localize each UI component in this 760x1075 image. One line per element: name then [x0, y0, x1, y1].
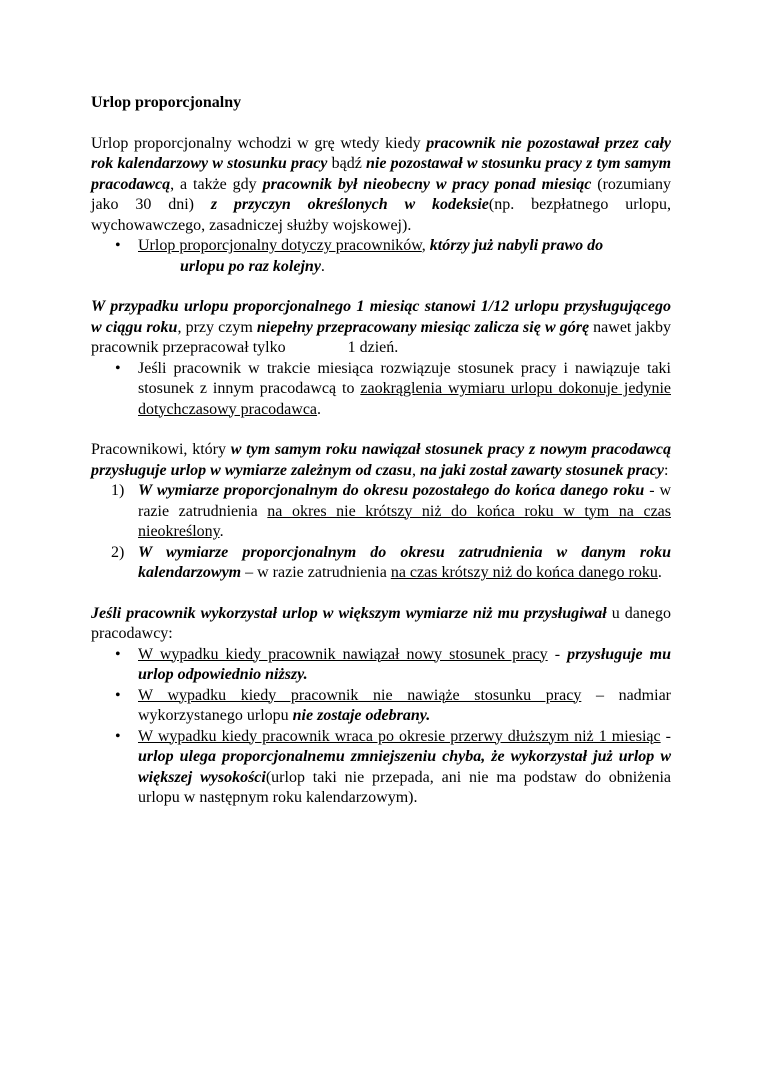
emphasis: niepełny przepracowany miesiąc zalicza się w górę	[256, 318, 590, 336]
text: 1 dzień.	[347, 339, 399, 356]
list-item	[91, 359, 671, 421]
list-item	[91, 686, 671, 727]
bullet-list-1	[91, 236, 671, 277]
list-number: 1)	[111, 482, 125, 499]
emphasis: nie pozostawał w stosunku pracy z tym samym pracodawcą	[91, 155, 672, 193]
emphasis: W wymiarze proporcjonalnym do okresu pozostałego do końca danego roku	[138, 482, 645, 499]
text: Pracownikowi, który	[91, 441, 231, 458]
text: – nadmiar wykorzystanego urlopu	[138, 686, 672, 724]
text: nawet jakby pracownik przepracował tylko	[91, 318, 672, 356]
underlined-text: na okres nie krótszy niż do końca roku w tym na czas nieokreślony	[138, 502, 672, 540]
bullet-icon: •	[115, 359, 121, 377]
text: , a także gdy	[170, 175, 263, 193]
text: (urlop taki nie przepada, ani nie ma podstaw do obniżenia urlopu w następnym roku kalendarzowym).	[138, 768, 671, 806]
emphasis: Jeśli pracownik wykorzystał urlop w większym wymiarze niż mu przysługiwał	[91, 604, 607, 622]
bullet-list-2	[91, 359, 671, 421]
emphasis: nie zostaje odebrany.	[292, 707, 431, 724]
text: (rozumiany jako 30 dni)	[91, 175, 671, 213]
list-item	[91, 481, 671, 543]
underlined-text: na czas krótszy niż do końca danego roku	[390, 564, 658, 581]
text: .	[657, 564, 662, 581]
text: .	[317, 400, 322, 418]
text: - w razie zatrudnienia	[138, 482, 671, 520]
underlined-text: W wypadku kiedy pracownik nawiązał nowy stosunek pracy	[138, 645, 548, 663]
list-item	[91, 727, 671, 809]
emphasis: urlopu po raz kolejny	[180, 257, 321, 275]
text: bądź	[327, 155, 367, 172]
paragraph-new-employer	[91, 440, 671, 481]
text: .	[219, 523, 224, 540]
emphasis: pracownik nie pozostawał przez cały rok kalendarzowy w stosunku pracy	[91, 134, 672, 172]
text: -	[547, 645, 568, 663]
emphasis: którzy już nabyli prawo do	[429, 237, 604, 254]
bullet-icon: •	[115, 727, 121, 745]
bullet-icon: •	[115, 686, 121, 704]
list-item	[91, 645, 671, 686]
text: ,	[421, 237, 430, 254]
text: , przy czym	[177, 318, 257, 336]
text: Urlop proporcjonalny wchodzi w grę wtedy kiedy	[91, 134, 427, 152]
text: u danego pracodawcy:	[91, 604, 671, 642]
document-body	[91, 93, 671, 809]
text: ,	[411, 461, 420, 479]
emphasis: z przyczyn określonych w kodeksie	[210, 196, 489, 213]
underlined-text: Urlop proporcjonalny dotyczy pracowników	[138, 237, 422, 254]
list-item	[91, 236, 671, 277]
emphasis: pracownik był nieobecny w pracy ponad miesiąc	[262, 175, 592, 193]
underlined-text: W wypadku kiedy pracownik nie nawiąże stosunku pracy	[138, 686, 582, 704]
bullet-list-3	[91, 645, 671, 809]
text: :	[663, 461, 669, 479]
emphasis: W przypadku urlopu proporcjonalnego 1 miesiąc stanowi 1/12 urlopu przysługującego w ciągu roku	[91, 298, 671, 336]
text: Jeśli pracownik w trakcie miesiąca rozwiązuje stosunek pracy i nawiązuje taki stosunek z innym pracodawcą to	[138, 359, 671, 397]
emphasis: w tym samym roku nawiązał stosunek pracy z nowym pracodawcą przysługuje urlop w wymiarze zależnym od czasu	[91, 441, 671, 479]
bullet-icon: •	[115, 237, 121, 254]
paragraph-rule	[91, 297, 671, 359]
paragraph-intro	[91, 134, 671, 237]
list-number: 2)	[111, 543, 125, 561]
text: (np. bezpłatnego urlopu, wychowawczego, zasadniczej służby wojskowej).	[91, 196, 671, 234]
underlined-text: W wypadku kiedy pracownik wraca po okresie przerwy dłuższym niż 1 miesiąc	[138, 727, 661, 745]
emphasis: przysługuje mu urlop odpowiednio niższy.	[138, 645, 672, 683]
text: – w razie zatrudnienia	[241, 564, 391, 581]
emphasis: W wymiarze proporcjonalnym do okresu zatrudnienia w danym roku kalendarzowym	[138, 543, 671, 581]
bullet-icon: •	[115, 645, 121, 663]
document-title: Urlop proporcjonalny	[91, 94, 242, 111]
list-item	[91, 543, 671, 584]
emphasis: urlop ulega proporcjonalnemu zmniejszeniu chyba, że wykorzystał już urlop w większej wysokości	[138, 748, 671, 786]
numbered-list	[91, 481, 671, 584]
continuation-line	[138, 257, 671, 278]
paragraph-excess-leave	[91, 604, 671, 645]
text: .	[320, 257, 325, 275]
text: -	[660, 727, 672, 745]
emphasis: na jaki został zawarty stosunek pracy	[419, 461, 664, 479]
underlined-text: zaokrąglenia wymiaru urlopu dokonuje jedynie dotychczasowy pracodawca	[138, 380, 671, 418]
